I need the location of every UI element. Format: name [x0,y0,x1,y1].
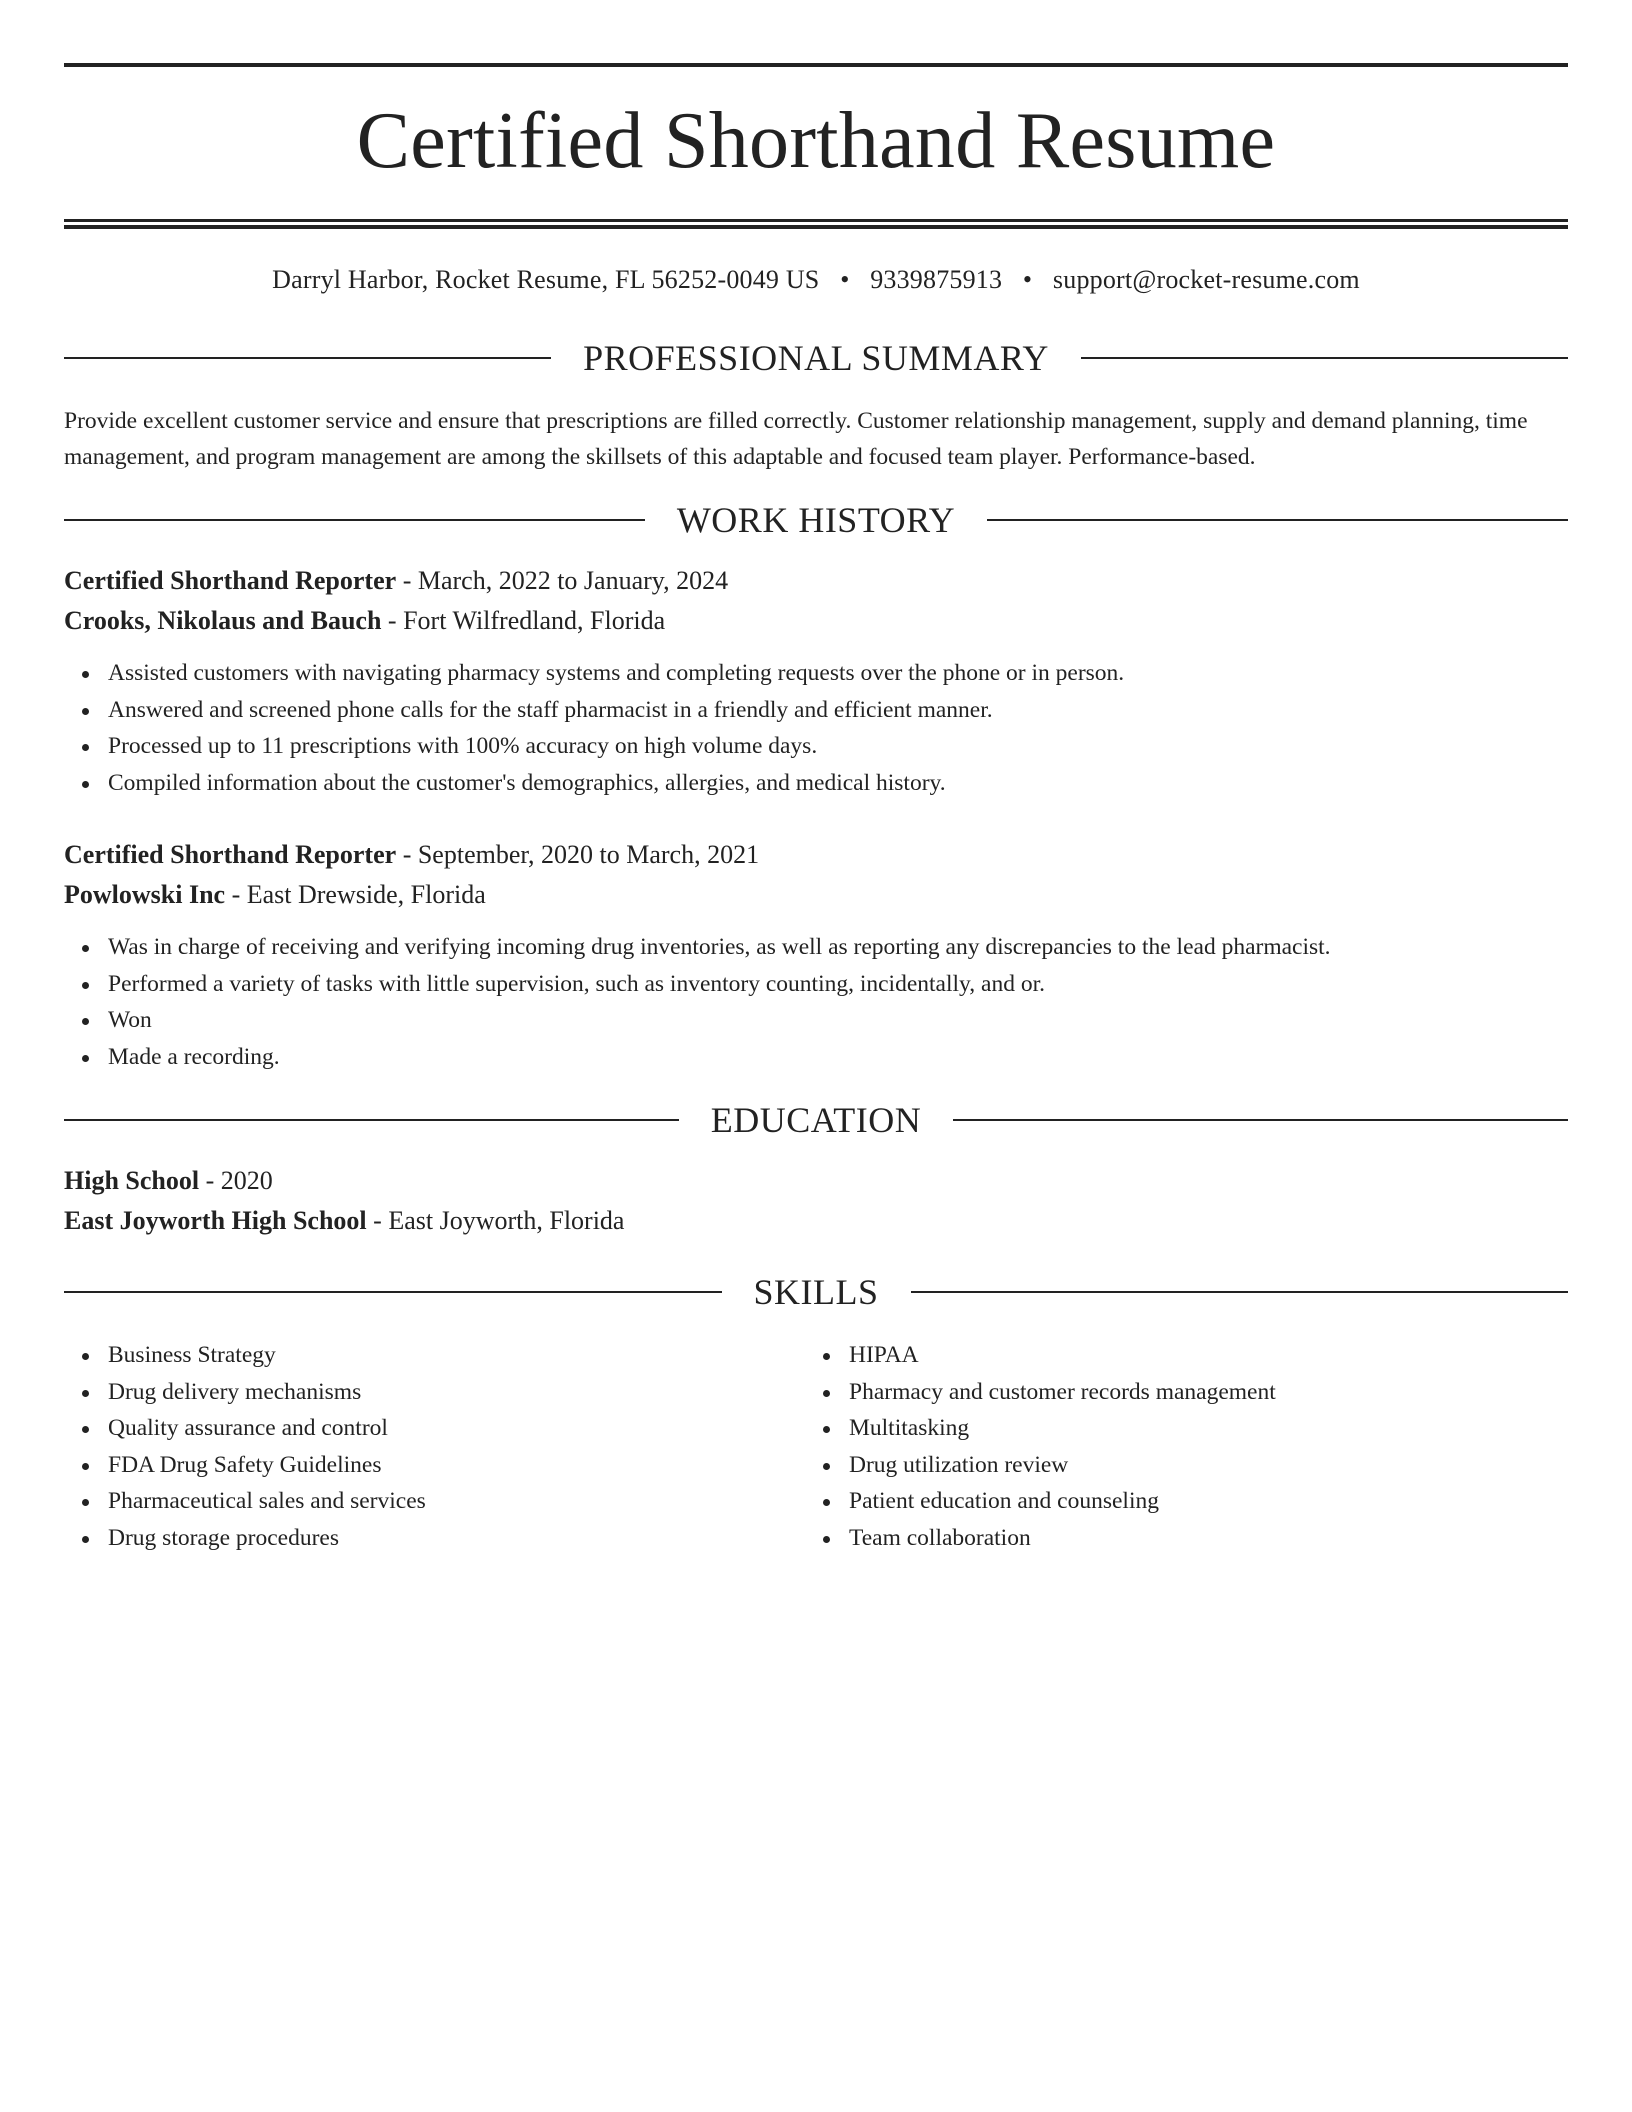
skill-item: Drug storage procedures [108,1520,805,1557]
job-title-line [64,835,1568,875]
job-entry [64,561,1568,801]
job-entry [64,835,1568,1075]
skill-item: Quality assurance and control [108,1410,805,1447]
section-header-summary [64,337,1568,379]
job-bullet: Won [108,1002,1568,1039]
section-rule-left [64,357,551,359]
job-bullet: Processed up to 11 prescriptions with 100% accuracy on high volume days. [108,728,1568,765]
top-rule [64,63,1568,67]
job-bullet: Made a recording. [108,1039,1568,1076]
section-title-work: WORK HISTORY [676,500,956,540]
section-title-education: EDUCATION [710,1100,922,1140]
skills-column-left [64,1337,805,1556]
skill-item: Team collaboration [849,1520,1546,1557]
job-bullets [64,929,1568,1075]
skills-grid [64,1337,1568,1556]
job-company-line [64,875,1568,915]
section-rule-left [64,1119,679,1121]
contact-separator: • [1022,265,1033,294]
skill-item: Business Strategy [108,1337,805,1374]
section-header-skills [64,1271,1568,1313]
skill-item: FDA Drug Safety Guidelines [108,1447,805,1484]
education-school: East Joyworth High School [64,1206,367,1235]
job-company-line [64,601,1568,641]
contact-email: support@rocket-resume.com [1052,265,1360,294]
section-rule-left [64,519,645,521]
skill-item: HIPAA [849,1337,1546,1374]
education-degree: High School [64,1166,200,1195]
job-title: Certified Shorthand Reporter [64,566,397,595]
job-dates: - March, 2022 to January, 2024 [396,566,729,595]
section-rule-right [911,1291,1569,1293]
job-bullet: Performed a variety of tasks with little supervision, such as inventory counting, incidentally, and or. [108,966,1568,1003]
job-dates: - September, 2020 to March, 2021 [396,840,760,869]
job-bullet: Assisted customers with navigating pharmacy systems and completing requests over the phone or in person. [108,655,1568,692]
job-bullet: Was in charge of receiving and verifying incoming drug inventories, as well as reporting any discrepancies to the lead pharmacist. [108,929,1568,966]
summary-text: Provide excellent customer service and ensure that prescriptions are filled correctly. Customer relationship management, supply and demand planning, time management, and program management are among the skillsets of this adaptable and focused team player. Performance-based. [64,408,1528,470]
job-company: Powlowski Inc [64,880,226,909]
skill-item: Pharmacy and customer records management [849,1374,1546,1411]
job-title: Certified Shorthand Reporter [64,840,397,869]
job-title-line [64,561,1568,601]
skill-item: Multitasking [849,1410,1546,1447]
title-double-rule [64,219,1568,229]
section-rule-left [64,1291,722,1293]
skill-item: Drug delivery mechanisms [108,1374,805,1411]
contact-separator: • [840,265,850,294]
skill-item: Drug utilization review [849,1447,1546,1484]
education-school-line [64,1201,1568,1241]
section-rule-right [953,1119,1568,1121]
section-header-work [64,499,1568,541]
job-location: - East Drewside, Florida [225,880,486,909]
contact-phone: 9339875913 [870,265,1003,294]
job-bullet: Answered and screened phone calls for the staff pharmacist in a friendly and efficient manner. [108,692,1568,729]
job-company: Crooks, Nikolaus and Bauch [64,606,382,635]
skill-item: Pharmaceutical sales and services [108,1483,805,1520]
education-year: - 2020 [199,1166,273,1195]
section-title-summary: PROFESSIONAL SUMMARY [583,338,1049,378]
contact-line [64,263,1568,297]
education-degree-line [64,1161,1568,1201]
skills-column-right [805,1337,1546,1556]
section-header-education [64,1099,1568,1141]
job-bullets [64,655,1568,801]
section-rule-right [987,519,1568,521]
section-rule-right [1081,357,1568,359]
section-title-skills: SKILLS [753,1272,879,1312]
contact-address: Darryl Harbor, Rocket Resume, FL 56252-0049 US [272,265,820,294]
skill-item: Patient education and counseling [849,1483,1546,1520]
resume-title: Certified Shorthand Resume [356,97,1276,185]
job-location: - Fort Wilfredland, Florida [381,606,666,635]
education-location: - East Joyworth, Florida [366,1206,625,1235]
job-bullet: Compiled information about the customer's demographics, allergies, and medical history. [108,765,1568,802]
